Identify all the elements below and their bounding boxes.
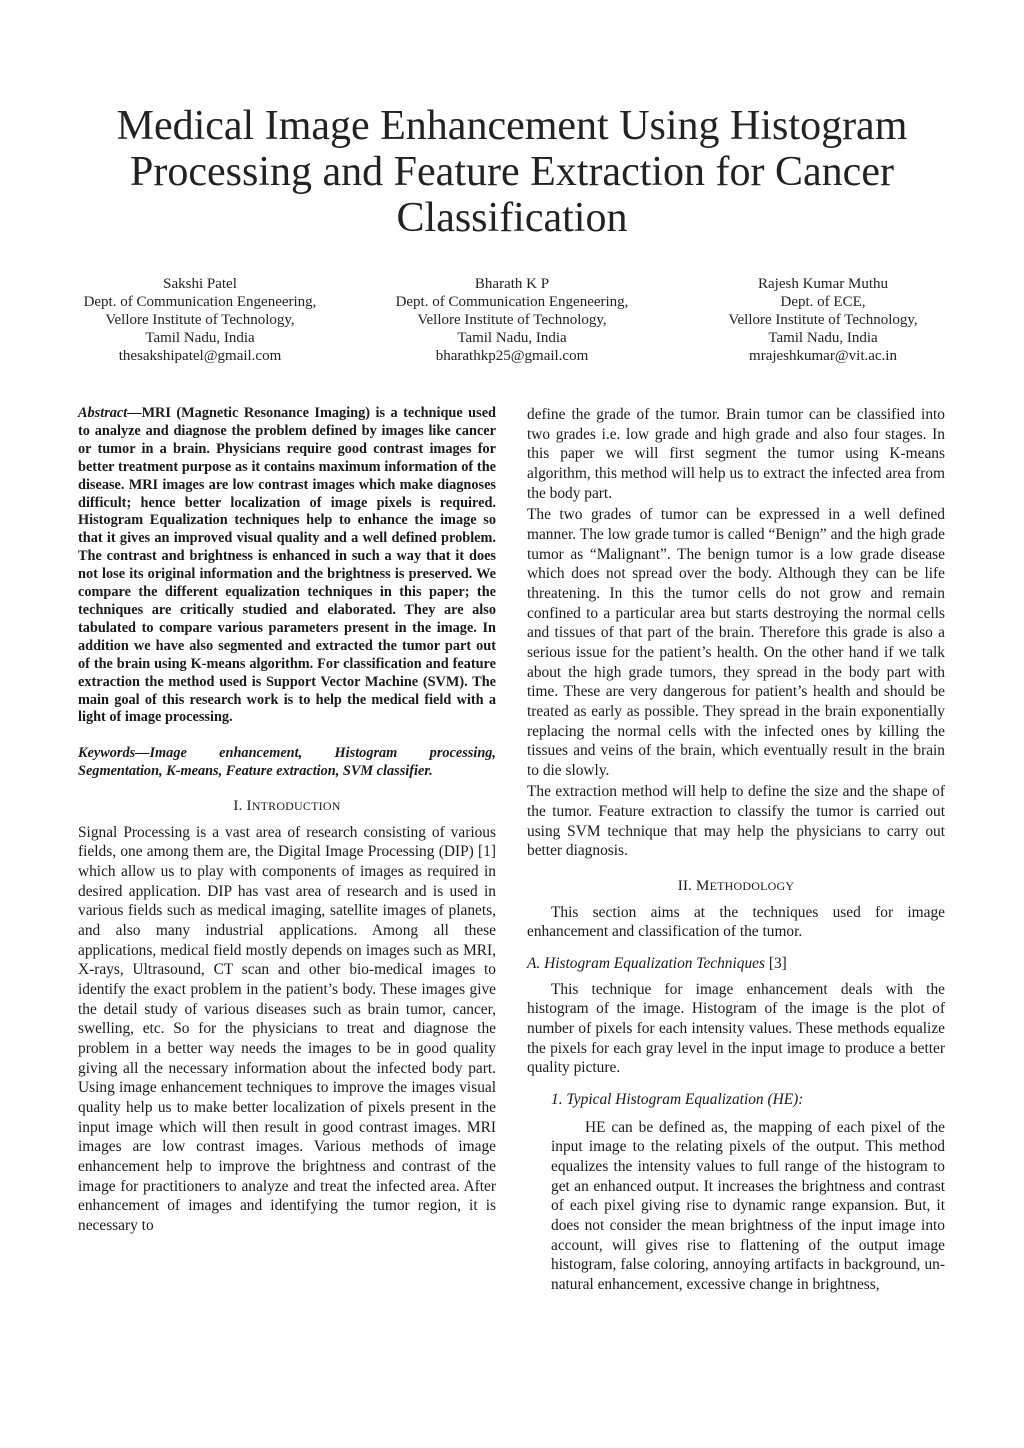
author-block-1 — [50, 275, 350, 365]
intro-paragraph-continued: define the grade of the tumor. Brain tumor can be classified into two grades i.e. low grade and high grade and also four stages. In this paper we will first segment the tumor using K-means algorithm, this method will help us to extract the infected area from the body part. — [527, 406, 945, 502]
author-block-3 — [673, 275, 973, 365]
intro-paragraph: Signal Processing is a vast area of research consisting of various fields, one among them are, the Digital Image Processing (DIP) [1] which allow us to play with components of images as required in desired application. DIP has vast area of research and is used in various fields such as medical imaging, satellite images of planets, and also many industrial applications. Among all these applications, medical field mostly depends on images such as MRI, X-rays, Ultrasound, CT scan and other bio-medical images to identify the exact problem in the patient’s body. These images give the detail study of various diseases such as brain tumor, cancer, swelling, etc. So for the physicians to treat and diagnose the problem in a better way needs the images to be in good quality giving all the necessary information about the infected body part. Using image enhancement techniques to improve the images visual quality help us to make better localization of pixels present in the input image which will then result in good contrast images. MRI images are low contrast images. Various methods of image enhancement help to improve the brightness and contrast of the image for practitioners to analyze and treat the infected area. After enhancement of images and identifying the tumor region, it is necessary to — [78, 823, 496, 1234]
keywords: Keywords—Image enhancement, Histogram processing, Segmentation, K-means, Feature extraction, SVM classifier. — [78, 745, 496, 780]
author-block-2 — [362, 275, 662, 365]
section-heading-introduction: I. INTRODUCTION — [233, 798, 341, 815]
abstract-label: Abstract — [78, 405, 128, 421]
author-location: Tamil Nadu, India — [768, 330, 878, 346]
author-location: Tamil Nadu, India — [457, 330, 567, 346]
he-paragraph: HE can be defined as, the mapping of each pixel of the input image to the relating pixels of the output. This method equalizes the intensity values to full range of the histogram to get an enhanced output. It increases the brightness and contrast of each pixel giving rise to dynamic range expansion. But, it does not consider the mean brightness of the input image into account, will gives rise to flattening of the output image histogram, false coloring, annoying artifacts in background, un-natural enhancement, excessive change in brightness, — [551, 1118, 945, 1293]
abstract — [78, 405, 496, 727]
author-name: Bharath K P — [474, 276, 550, 292]
abstract-text: —MRI (Magnetic Resonance Imaging) is a technique used to analyze and diagnose the problem defined by images like cancer or tumor in a brain. Physicians require good contrast images for better treatment purpose as it contains maximum information of the disease. MRI images are low contrast images which make diagnoses difficult; hence better localization of image pixels is required. Histogram Equalization techniques help to enhance the image so that it gives an improved visual quality and a well defined problem. The contrast and brightness is enhanced in such a way that it does not lose its original information and the brightness is preserved. We compare the different equalization techniques in this paper; the techniques are critically studied and elaborated. They are also tabulated to compare various parameters present in the image. In addition we have also segmented and extracted the tumor part out of the brain using K-means algorithm. For classification and feature extraction the method used is Support Vector Machine (SVM). The main goal of this research work is to help the medical field with a light of image processing. — [78, 405, 496, 726]
right-column — [527, 405, 945, 1295]
left-column — [78, 405, 496, 1236]
author-institution: Vellore Institute of Technology, — [728, 312, 918, 328]
histogram-paragraph: This technique for image enhancement deals with the histogram of the image. Histogram of the image is the plot of number of pixels for each intensity values. These methods equalize the pixels for each gray level in the input image to produce a better quality picture. — [527, 980, 945, 1077]
section-heading-methodology: II. METHODOLOGY — [677, 878, 795, 895]
author-email: thesakshipatel@gmail.com — [118, 348, 282, 364]
author-location: Tamil Nadu, India — [145, 330, 255, 346]
subsubsection-heading-he: 1. Typical Histogram Equalization (HE): — [551, 1091, 804, 1108]
extraction-paragraph: The extraction method will help to define the size and the shape of the tumor. Feature extraction to classify the tumor is carried out using SVM technique that may help the physicians to carry out better diagnosis. — [527, 783, 945, 860]
author-name: Rajesh Kumar Muthu — [758, 276, 888, 292]
methodology-paragraph: This section aims at the techniques used for image enhancement and classification of the tumor. — [527, 903, 945, 941]
author-dept: Dept. of Communication Engeneering, — [395, 294, 629, 310]
tumor-grades-paragraph: The two grades of tumor can be expressed in a well defined manner. The low grade tumor is called “Benign” and the high grade tumor as “Malignant”. The benign tumor is a low grade disease which does not spread over the body. Although they can be life threatening. In this the tumor cells do not grow and remain confined to a particular area but starts destroying the normal cells and tissues of that part of the brain. Therefore this grade is also a serious issue for the patient’s health. On the other hand if we talk about the high grade tumors, they spread in the body part with time. These are very dangerous for patient’s health and should be treated as early as possible. They spread in the brain exponentially replacing the normal cells with the infected ones by killing the tissues and veins of the brain, which eventually result in the brain to die slowly. — [527, 506, 945, 779]
author-email: bharathkp25@gmail.com — [435, 348, 589, 364]
author-name: Sakshi Patel — [163, 276, 237, 292]
author-email: mrajeshkumar@vit.ac.in — [749, 348, 897, 364]
author-institution: Vellore Institute of Technology, — [105, 312, 295, 328]
paper-title: Medical Image Enhancement Using Histogram Processing and Feature Extraction for Cancer Classification — [116, 103, 908, 241]
author-dept: Dept. of ECE, — [780, 294, 866, 310]
author-institution: Vellore Institute of Technology, — [417, 312, 607, 328]
author-dept: Dept. of Communication Engeneering, — [83, 294, 317, 310]
subsection-heading-histogram: A. Histogram Equalization Techniques [3] — [527, 955, 787, 973]
